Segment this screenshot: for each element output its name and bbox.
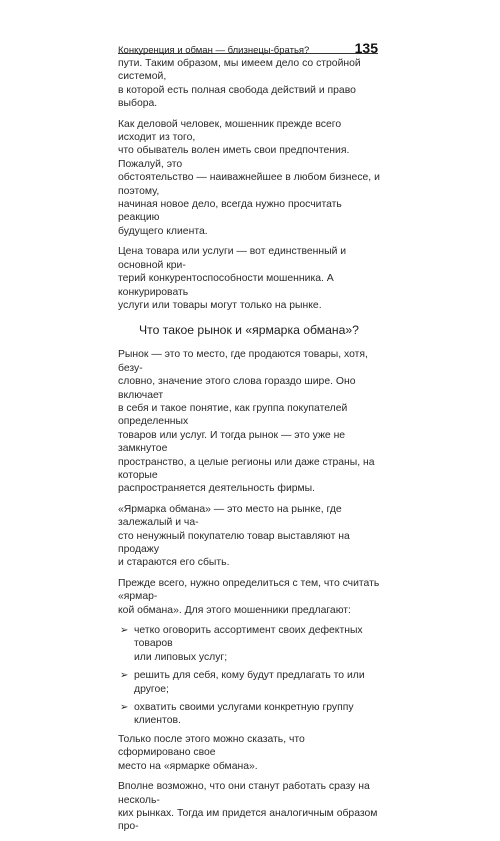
arrow-bullet-icon: ➢ [120, 625, 129, 637]
text-line: будущего клиента. [118, 225, 208, 237]
text-line: и стараются его сбыть. [118, 557, 230, 569]
text-line: Цена товара или услуги — вот единственный и основной кри- [118, 246, 347, 271]
bullet-list [118, 624, 380, 728]
text-line: Вполне возможно, что они станут работать сразу на несколь- [118, 781, 370, 806]
text-line: Рынок — это то место, где продаются товары, хотя, безу- [118, 349, 368, 374]
list-item [118, 624, 380, 664]
text-line: начиная новое дело, всегда нужно просчитать реакцию [118, 199, 342, 224]
text-line: Только после этого можно сказать, что сформировано свое [118, 733, 305, 759]
text-line: ких рынках. Тогда им придется аналогичным образом про- [118, 807, 378, 833]
text-line: что обыватель волен иметь свои предпочтения. Пожалуй, это [118, 145, 350, 170]
text-line: «Ярмарка обмана» — это место на рынке, где залежалый и ча- [118, 503, 342, 529]
text-line: решить для себя, кому будут предлагать то или другое; [134, 670, 365, 695]
text-line: в себя и такое понятие, как группа покупателей определенных [118, 402, 348, 428]
paragraph [118, 780, 380, 834]
text-line: терий конкурентоспособности мошенника. А конкурировать [118, 273, 334, 298]
running-title: Конкуренция и обман — близнецы-братья? [118, 45, 310, 56]
arrow-bullet-icon: ➢ [120, 702, 129, 714]
paragraph [118, 57, 380, 111]
text-line: пути. Таким образом, мы имеем дело со стройной системой, [118, 58, 361, 83]
text-line: словно, значение этого слова гораздо шире. Оно включает [118, 376, 356, 401]
page-body [118, 57, 380, 841]
text-line: место на «ярмарке обмана». [118, 760, 258, 772]
text-line: сто ненужный покупателю товар выставляют на продажу [118, 530, 350, 555]
text-line: охватить своими услугами конкретную группу клиентов. [134, 702, 354, 727]
header-rule [118, 53, 378, 54]
section-heading: Что такое рынок и «ярмарка обмана»? [139, 323, 359, 338]
text-line: кой обмана». Для этого мошенники предлагают: [118, 604, 351, 616]
paragraph [118, 245, 380, 312]
list-item [118, 701, 380, 728]
paragraph [118, 348, 380, 495]
page-number: 135 [354, 40, 378, 56]
text-line: товаров или услуг. И тогда рынок — это уже не замкнутое [118, 429, 346, 455]
paragraph [118, 733, 380, 773]
paragraph [118, 118, 380, 239]
text-line: Прежде всего, нужно определиться с тем, что считать «ярмар- [118, 577, 380, 603]
text-line: или липовых услуг; [134, 651, 228, 663]
text-line: пространство, а целые регионы или даже страны, на которые [118, 456, 375, 481]
text-line: Как деловой человек, мошенник прежде всего исходит из того, [118, 118, 342, 144]
text-line: обстоятельство — наиважнейшее в любом бизнесе, и поэтому, [118, 172, 380, 197]
text-line: в которой есть полная свобода действий и право выбора. [118, 84, 356, 110]
text-line: услуги или товары могут только на рынке. [118, 299, 322, 311]
paragraph [118, 577, 380, 617]
arrow-bullet-icon: ➢ [120, 670, 129, 682]
list-item [118, 669, 380, 696]
text-line: распространяется деятельность фирмы. [118, 483, 316, 495]
paragraph [118, 503, 380, 570]
text-line: четко оговорить ассортимент своих дефектных товаров [134, 625, 363, 650]
